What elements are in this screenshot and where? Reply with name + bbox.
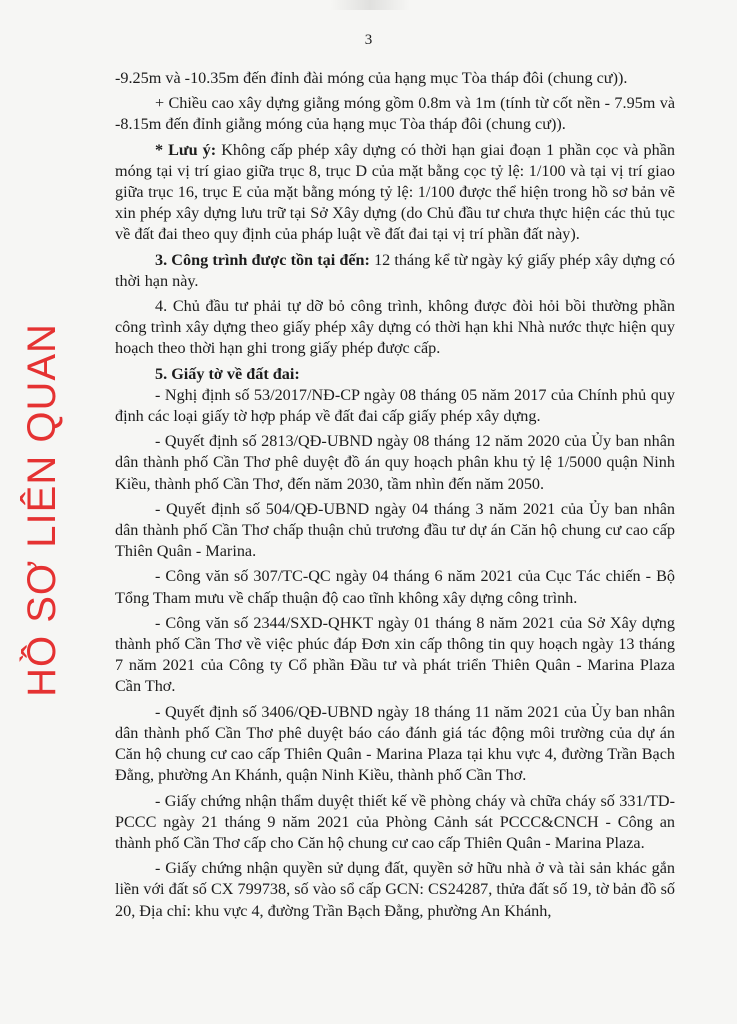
list-item: - Quyết định số 2813/QĐ-UBND ngày 08 tháng 12 năm 2020 của Ủy ban nhân dân thành phố Cần Thơ phê duyệt đồ án quy hoạch phân khu tỷ lệ 1/5000 quận Ninh Kiều, thành phố Cần Thơ, đến năm 2030, tầm nhìn đến năm 2050. (115, 432, 675, 493)
list-item: - Nghị định số 53/2017/NĐ-CP ngày 08 tháng 05 năm 2017 của Chính phủ quy định các loại giấy tờ hợp pháp về đất đai cấp giấy phép xây dựng. (115, 385, 675, 426)
list-item: - Giấy chứng nhận quyền sử dụng đất, quyền sở hữu nhà ở và tài sản khác gắn liền với đất số CX 799738, số vào sổ cấp GCN: CS24287, thửa đất số 19, tờ bản đồ số 20, Địa chỉ: khu vực 4, đường Trần Bạch Đằng, phường An Khánh, (115, 859, 675, 920)
paragraph: + Chiều cao xây dựng giằng móng gồm 0.8m và 1m (tính từ cốt nền - 7.95m và -8.15m đến đỉnh giằng móng của hạng mục Tòa tháp đôi (chung cư)). (115, 94, 675, 134)
list-item: - Giấy chứng nhận thẩm duyệt thiết kế về phòng cháy và chữa cháy số 331/TD-PCCC ngày 21 tháng 9 năm 2021 của Phòng Cảnh sát PCCC&CNCH - Công an thành phố Cần Thơ cấp cho Căn hộ chung cư cao cấp Thiên Quân - Marina Plaza. (115, 791, 675, 852)
paragraph: -9.25m và -10.35m đến đỉnh đài móng của hạng mục Tòa tháp đôi (chung cư)). (115, 69, 628, 87)
section-3-text: 12 tháng kể từ ngày ký giấy phép xây dựng có thời hạn này. (115, 250, 676, 290)
paragraph-note (115, 140, 675, 246)
list-item: - Công văn số 307/TC-QC ngày 04 tháng 6 năm 2021 của Cục Tác chiến - Bộ Tổng Tham mưu về chấp thuận độ cao tĩnh không xây dựng công trình. (115, 567, 675, 607)
list-item: - Công văn số 2344/SXD-QHKT ngày 01 tháng 8 năm 2021 của Sở Xây dựng thành phố Cần Thơ về việc phúc đáp Đơn xin cấp thông tin quy hoạch ngày 13 tháng 7 năm 2021 của Công ty Cổ phần Đầu tư và phát triển Thiên Quân - Marina Plaza Cần Thơ. (115, 613, 675, 696)
list-item: - Quyết định số 3406/QĐ-UBND ngày 18 tháng 11 năm 2021 của Ủy ban nhân dân thành phố Cần Thơ phê duyệt báo cáo đánh giá tác động môi trường của dự án Căn hộ chung cư cao cấp Thiên Quân - Marina Plaza tại khu vực 4, đường Trần Bạch Đằng, phường An Khánh, quận Ninh Kiều, thành phố Cần Thơ. (115, 702, 675, 785)
section-4: 4. Chủ đầu tư phải tự dỡ bỏ công trình, không được đòi hỏi bồi thường phần công trình xây dựng theo giấy phép xây dựng có thời hạn khi Nhà nước thực hiện quy hoạch theo thời hạn ghi trong giấy phép được cấp. (115, 297, 675, 358)
scan-artifact (330, 0, 410, 10)
note-label: * Lưu ý: (155, 140, 217, 159)
section-3-heading: 3. Công trình được tồn tại đến: (155, 250, 370, 269)
watermark-stamp: HỒ SƠ LIÊN QUAN (20, 323, 64, 697)
section-3 (115, 250, 675, 292)
document-body (115, 68, 675, 922)
note-text: Không cấp phép xây dựng có thời hạn giai đoạn 1 phần cọc và phần móng tại vị trí giao giữa trục 8, trục D của mặt bằng cọc tỷ lệ: 1/100 và tại vị trí giao giữa trục 16, trục E của mặt bằng móng tỷ lệ: 1/100 được thể hiện trong hồ sơ bản vẽ xin phép xây dựng lưu trữ tại Sở Xây dựng (do Chủ đầu tư chưa thực hiện các thủ tục về đất đai theo quy định của pháp luật về đất đai tại vị trí phần đất này). (115, 140, 675, 244)
section-5-heading-text: 5. Giấy tờ về đất đai: (155, 364, 300, 383)
section-5-heading (115, 364, 675, 385)
list-item: - Quyết định số 504/QĐ-UBND ngày 04 tháng 3 năm 2021 của Ủy ban nhân dân thành phố Cần Thơ chấp thuận chủ trương đầu tư dự án Căn hộ chung cư cao cấp Thiên Quân - Marina. (115, 499, 675, 561)
page-number: 3 (364, 32, 373, 48)
